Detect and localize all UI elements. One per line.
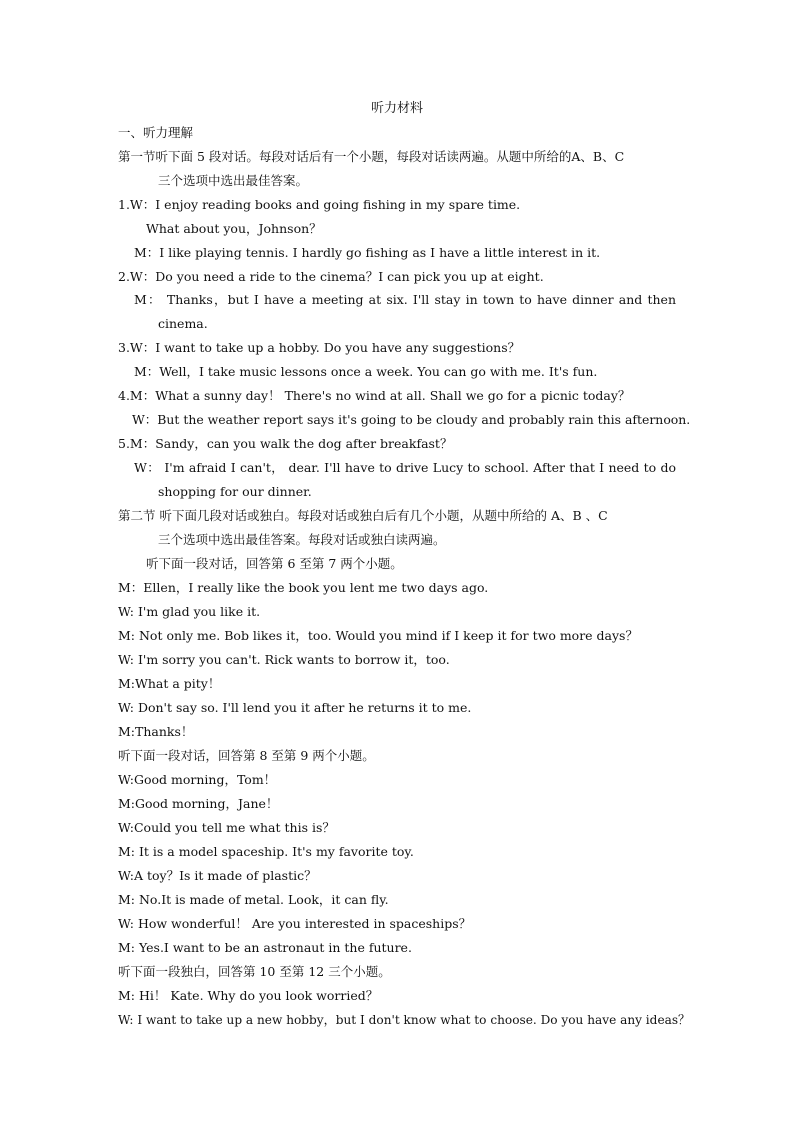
dialogue-2-line: cinema. (158, 316, 208, 331)
dialogue-3-line: M：Well，I take music lessons once a week. You can go with me. It's fun. (134, 364, 598, 379)
dialogue-2-line: M： Thanks，but I have a meeting at six. I'll stay in town to have dinner and then (134, 292, 676, 307)
part1-instruction-cont: 三个选项中选出最佳答案。 (158, 173, 309, 188)
dialogue-1-line: What about you，Johnson？ (146, 221, 322, 236)
dialogue-line: M: No.It is made of metal. Look，it can fly. (118, 892, 389, 907)
section-prompt: 听下面一段对话，回答第 8 至第 9 两个小题。 (118, 748, 375, 763)
dialogue-line: W: How wonderful！ Are you interested in spaceships？ (118, 916, 472, 931)
dialogue-line: W:Could you tell me what this is？ (118, 820, 335, 835)
dialogue-line: W: I'm glad you like it. (118, 604, 261, 619)
dialogue-line: W: I want to take up a new hobby，but I don't know what to choose. Do you have any ideas？ (118, 1012, 691, 1027)
dialogue-1-line: M：I like playing tennis. I hardly go fishing as I have a little interest in it. (134, 245, 601, 260)
dialogue-1-line: 1.W：I enjoy reading books and going fishing in my spare time. (118, 197, 521, 212)
dialogue-line: M:Good morning，Jane！ (118, 796, 279, 811)
dialogue-line: M:What a pity！ (118, 676, 221, 691)
dialogue-line: M:Thanks！ (118, 724, 194, 739)
page-title: 听力材料 (370, 101, 423, 116)
dialogue-line: W:A toy？Is it made of plastic？ (118, 868, 317, 883)
dialogue-line: M: Not only me. Bob likes it，too. Would you mind if I keep it for two more days？ (118, 628, 638, 643)
dialogue-line: M: It is a model spaceship. It's my favorite toy. (118, 844, 414, 859)
dialogue-5-line: shopping for our dinner. (158, 484, 312, 499)
dialogue-4-line: W：But the weather report says it's going to be cloudy and probably rain this afternoon. (132, 412, 691, 427)
dialogue-line: M：Ellen，I really like the book you lent me two days ago. (118, 580, 489, 595)
dialogue-line: W:Good morning，Tom！ (118, 772, 277, 787)
dialogue-2-line: 2.W：Do you need a ride to the cinema？I can pick you up at eight. (118, 269, 544, 284)
dialogue-line: M: Yes.I want to be an astronaut in the future. (118, 940, 412, 955)
dialogue-4-line: 4.M：What a sunny day！ There's no wind at all. Shall we go for a picnic today？ (118, 388, 631, 403)
section-prompt: 听下面一段独白，回答第 10 至第 12 三个小题。 (118, 964, 391, 979)
dialogue-5-line: 5.M：Sandy，can you walk the dog after breakfast？ (118, 436, 453, 451)
section-prompt: 听下面一段对话，回答第 6 至第 7 两个小题。 (146, 556, 403, 571)
dialogue-5-line: W： I'm afraid I can't， dear. I'll have to drive Lucy to school. After that I need to do (134, 460, 676, 475)
dialogue-line: M: Hi！ Kate. Why do you look worried？ (118, 988, 379, 1003)
dialogue-3-line: 3.W：I want to take up a hobby. Do you have any suggestions？ (118, 340, 521, 355)
dialogue-line: W: I'm sorry you can't. Rick wants to borrow it，too. (118, 652, 450, 667)
part1-instruction: 第一节听下面 5 段对话。每段对话后有一个小题，每段对话读两遍。从题中所给的A、B、C (118, 149, 625, 164)
part2-instruction: 第二节 听下面几段对话或独白。每段对话或独白后有几个小题，从题中所给的 A、B 、C (118, 508, 608, 523)
dialogue-line: W: Don't say so. I'll lend you it after he returns it to me. (118, 700, 472, 715)
section-heading: 一、听力理解 (118, 125, 194, 140)
part2-instruction-cont: 三个选项中选出最佳答案。每段对话或独白读两遍。 (158, 532, 446, 547)
